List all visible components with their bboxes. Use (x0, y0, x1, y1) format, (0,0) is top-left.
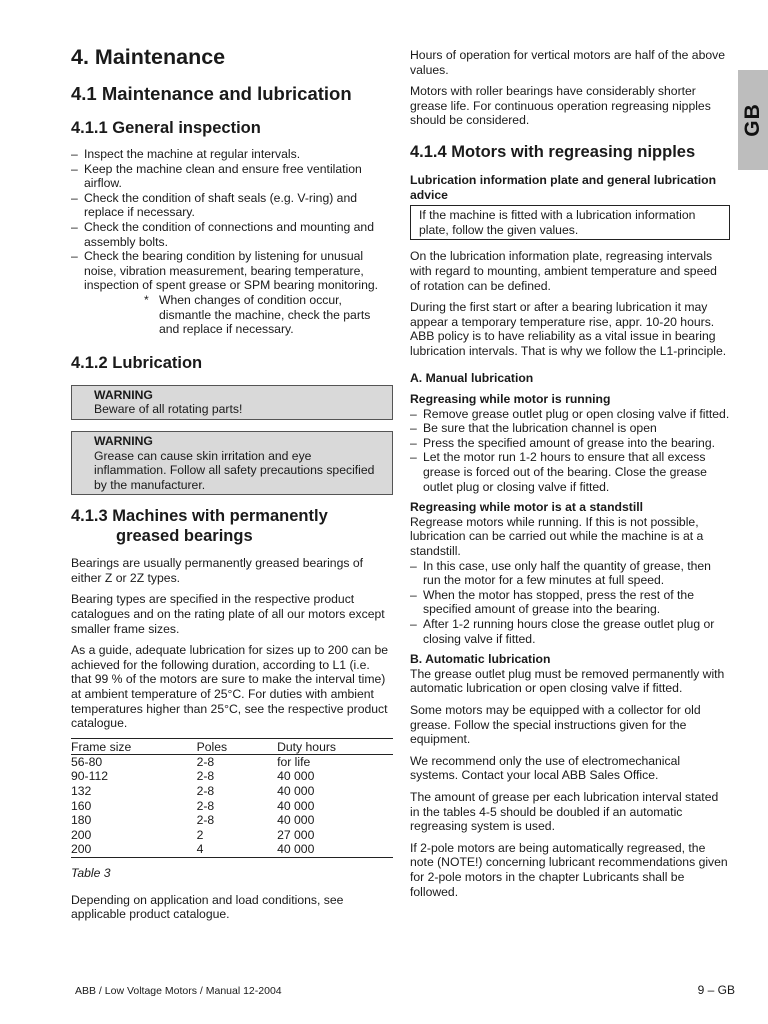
list-item: – Check the condition of connections and mounting and assembly bolts. (71, 220, 393, 249)
footer-source: ABB / Low Voltage Motors / Manual 12-2004 (75, 985, 282, 997)
paragraph: As a guide, adequate lubrication for sizes up to 200 can be achieved for the following duration, according to L1 (i.e. that 99 % of the motors are sure to make the interval time) at ambient temperature of 25°C. For duties with ambient temperatures higher than 25°C, see the respective product catalogue. (71, 643, 389, 731)
warning-title: WARNING (94, 433, 153, 448)
warning-title: WARNING (94, 387, 153, 402)
paragraph: Bearings are usually permanently greased bearings of either Z or 2Z types. (71, 556, 363, 585)
paragraph: The grease outlet plug must be removed permanently with automatic lubrication or open closing valve if fitted. (410, 666, 725, 696)
list-item: – Remove grease outlet plug or open closing valve if fitted. (410, 407, 730, 422)
table-cell: 2-8 (196, 784, 215, 798)
paragraph: Some motors may be equipped with a collector for old grease. Follow the special instructions given for the equipment. (410, 702, 701, 747)
table-row (71, 799, 393, 814)
page-number: 9 – GB (697, 983, 735, 997)
list-item: – When the motor has stopped, press the rest of the specified amount of grease into the bearing. (410, 588, 730, 617)
column-header: Poles (197, 738, 278, 754)
paragraph: During the first start or after a bearing lubrication it may appear a temporary temperature rise, appr. 10-20 hours. ABB policy is to have reliability as a vital issue in bearing lubrication intervals. That is why we follow the L1-principle. (410, 300, 727, 358)
subsection-title-greased-bearings: 4.1.3 Machines with permanently greased bearings (71, 507, 328, 546)
table-cell: 2-8 (196, 754, 215, 769)
table-row (71, 813, 393, 828)
paragraph: Regrease motors while running. If this is not possible, lubrication can be carried out while the machine is at a standstill. (410, 514, 704, 559)
automatic-lubrication-heading: B. Automatic lubrication (410, 652, 551, 667)
table-cell: 160 (71, 798, 92, 813)
list-item: – Check the condition of shaft seals (e.g. V-ring) and replace if necessary. (71, 191, 393, 220)
warning-text: Beware of all rotating parts! (94, 402, 243, 417)
table-cell: 40 000 (277, 784, 315, 798)
paragraph: The amount of grease per each lubrication interval stated in the tables 4-5 should be doubled if an automatic regreasing system is used. (410, 789, 719, 834)
table-header-row (71, 738, 393, 754)
list-item: – In this case, use only half the quantity of grease, then run the motor for a few minutes at full speed. (410, 559, 730, 588)
table-cell: 2-8 (196, 798, 215, 813)
column-header: Frame size (71, 738, 197, 754)
subsection-title-lubrication: 4.1.2 Lubrication (71, 353, 203, 372)
table-cell: 27 000 (277, 827, 315, 842)
note-box: If the machine is fitted with a lubrication information plate, follow the given values. (410, 205, 730, 240)
paragraph: If 2-pole motors are being automatically regreased, the note (NOTE!) concerning lubricant recommendations given for 2-pole motors in the chapter Lubricants shall be followed. (410, 840, 728, 899)
table-cell: 56-80 (71, 754, 103, 769)
table-row (71, 769, 393, 784)
list-item: – After 1-2 running hours close the grease outlet plug or closing valve if fitted. (410, 617, 730, 646)
list-item: – Press the specified amount of grease into the bearing. (410, 436, 730, 451)
lubrication-duration-table (71, 738, 393, 858)
paragraph: We recommend only the use of electromechanical systems. Contact your local ABB Sales Office. (410, 753, 681, 783)
paragraph: On the lubrication information plate, regreasing intervals with regard to mounting, ambient temperature and speed of rotation can be defined. (410, 249, 717, 293)
lubrication-plate-heading: Lubrication information plate and general lubrication advice (410, 172, 717, 202)
table-row (71, 784, 393, 799)
left-column (71, 44, 393, 929)
subsection-title-regreasing-nipples: 4.1.4 Motors with regreasing nipples (410, 142, 696, 161)
table-cell: 4 (197, 842, 278, 857)
column-header: Duty hours (277, 738, 393, 754)
section-title: 4.1 Maintenance and lubrication (71, 83, 352, 104)
table-cell: 180 (71, 813, 92, 828)
standstill-heading: Regreasing while motor is at a standstill (410, 500, 643, 515)
table-cell: 40 000 (277, 813, 315, 828)
table-row (71, 842, 393, 857)
paragraph: Depending on application and load conditions, see applicable product catalogue. (71, 892, 344, 922)
table-cell: 40 000 (277, 842, 393, 857)
chapter-title: 4. Maintenance (71, 45, 226, 69)
table-cell: 2-8 (196, 769, 215, 784)
table-cell: 200 (71, 827, 92, 842)
footnote-text: When changes of condition occur, dismantle the machine, check the parts and replace if necessary. (159, 292, 371, 337)
list-item: – Keep the machine clean and ensure free ventilation airflow. (71, 162, 393, 191)
standstill-steps-list (410, 559, 730, 647)
paragraph: Motors with roller bearings have considerably shorter grease life. For continuous operation regreasing nipples should be considered. (410, 84, 711, 128)
list-item: – Check the bearing condition by listening for unusual noise, vibration measurement, bearing temperature, inspection of spent grease or SPM bearing monitoring. (71, 249, 393, 293)
table-caption: Table 3 (71, 865, 111, 880)
paragraph: Hours of operation for vertical motors are half of the above values. (410, 48, 726, 77)
table-row (71, 754, 393, 769)
table-cell: 132 (71, 784, 92, 798)
running-heading: Regreasing while motor is running (410, 392, 611, 407)
list-item: – Be sure that the lubrication channel is open (410, 421, 730, 436)
running-steps-list (410, 407, 730, 495)
warning-box (71, 385, 393, 420)
warning-box (71, 431, 393, 495)
general-inspection-list (71, 147, 393, 293)
subsection-title-general-inspection: 4.1.1 General inspection (71, 119, 261, 137)
manual-lubrication-heading: A. Manual lubrication (410, 370, 534, 385)
paragraph: Bearing types are specified in the respective product catalogues and on the rating plate of all our motors except smaller frame sizes. (71, 592, 385, 636)
list-item: – Let the motor run 1-2 hours to ensure that all excess grease is forced out of the bearing. Close the grease outlet plug or closing valve if fitted. (410, 450, 730, 494)
asterisk-mark: * (144, 292, 149, 307)
table-cell: 2-8 (196, 813, 215, 828)
table-cell: 90-112 (71, 769, 109, 784)
table-cell: 40 000 (277, 769, 315, 784)
warning-text: Grease can cause skin irritation and eye inflammation. Follow all safety precautions specified by the manufacturer. (94, 448, 375, 492)
table-row (71, 828, 393, 843)
table-cell: 200 (71, 842, 197, 857)
right-column (410, 48, 730, 906)
table-cell: for life (277, 754, 311, 769)
table-cell: 40 000 (277, 798, 315, 813)
language-tab-label: GB (741, 103, 764, 137)
language-tab (738, 70, 768, 170)
list-item: – Inspect the machine at regular intervals. (71, 147, 393, 162)
note-footnote (71, 293, 393, 337)
table-cell: 2 (196, 827, 204, 842)
